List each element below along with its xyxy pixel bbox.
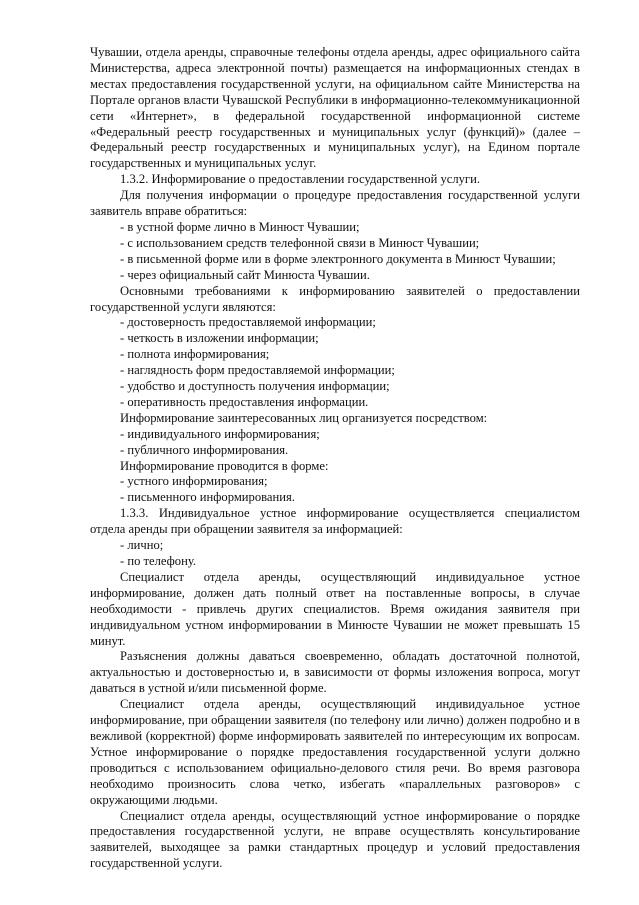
list-item: - через официальный сайт Минюста Чувашии. bbox=[120, 267, 370, 282]
list-item: - письменного информирования. bbox=[120, 490, 295, 505]
paragraph: Основными требованиями к информированию заявителей о предоставлении государственной услуги являются: bbox=[90, 283, 580, 314]
list-item: - полнота информирования; bbox=[120, 347, 270, 362]
list-item: - наглядность форм предоставляемой информации; bbox=[120, 363, 395, 378]
paragraph-1-3-3: 1.3.3. Индивидуальное устное информирование осуществляется специалистом отдела аренды при обращении заявителя за информацией: bbox=[90, 506, 580, 537]
paragraph: Специалист отдела аренды, осуществляющий индивидуальное устное информирование, при обращении заявителя (по телефону или лично) должен подробно и в вежливой (корректной) форме информировать заявителей по интересующим их вопросам. Устное информирование о порядке предоставления государственной услуги должно проводиться с использованием официально-делового стиля речи. Во время разговора необходимо произносить слова четко, избегать «параллельных разговоров» с окружающими людьми. bbox=[90, 697, 580, 807]
list-item: - достоверность предоставляемой информации; bbox=[120, 315, 376, 330]
list-item: - публичного информирования. bbox=[120, 442, 289, 457]
paragraph: Информирование проводится в форме: bbox=[120, 458, 329, 473]
list-item: - устного информирования; bbox=[120, 474, 268, 489]
list-item: - в устной форме лично в Минюст Чувашии; bbox=[120, 219, 360, 234]
list-item: - четкость в изложении информации; bbox=[120, 331, 319, 346]
paragraph-continuation: Чувашии, отдела аренды, справочные телефоны отдела аренды, адрес официального сайта Министерства, адреса электронной почты) размещается на информационных стендах в местах предоставления государственной услуги, на официальном сайте Министерства на Портале органов власти Чувашской Республики в информационно-телекоммуникационной сети «Интернет», в федеральной государственной информационной системе «Федеральный реестр государственных и муниципальных услуг (функций)» (далее – Федеральный реестр государственных и муниципальных услуг), на Едином портале государственных и муниципальных услуг. bbox=[90, 45, 580, 171]
paragraph: Информирование заинтересованных лиц организуется посредством: bbox=[120, 410, 488, 425]
list-item: - удобство и доступность получения информации; bbox=[120, 379, 390, 394]
list-item: - по телефону. bbox=[120, 554, 197, 568]
document-page bbox=[90, 45, 580, 872]
paragraph-1-3-2: 1.3.2. Информирование о предоставлении государственной услуги. bbox=[120, 172, 480, 187]
list-item: - индивидуального информирования; bbox=[120, 426, 320, 441]
paragraph: Разъяснения должны даваться своевременно, обладать достаточной полнотой, актуальностью и достоверностью и, в зависимости от формы изложения вопроса, могут даваться в устной и/или письменной форме. bbox=[90, 649, 580, 696]
paragraph: Для получения информации о процедуре предоставления государственной услуги заявитель вправе обратиться: bbox=[90, 188, 580, 219]
list-item: - лично; bbox=[120, 538, 164, 553]
list-item: - в письменной форме или в форме электронного документа в Минюст Чувашии; bbox=[120, 251, 556, 266]
paragraph: Специалист отдела аренды, осуществляющий устное информирование о порядке предоставления государственной услуги, не вправе осуществлять консультирование заявителей, выходящее за рамки стандартных процедур и условий предоставления государственной услуги. bbox=[90, 808, 580, 871]
paragraph: Специалист отдела аренды, осуществляющий индивидуальное устное информирование, должен дать полный ответ на поставленные вопросы, в случае необходимости - привлечь других специалистов. Время ожидания заявителя при индивидуальном устном информировании в Минюсте Чувашии не может превышать 15 минут. bbox=[90, 569, 580, 648]
list-item: - с использованием средств телефонной связи в Минюст Чувашии; bbox=[120, 235, 480, 250]
list-item: - оперативность предоставления информации. bbox=[120, 394, 369, 409]
